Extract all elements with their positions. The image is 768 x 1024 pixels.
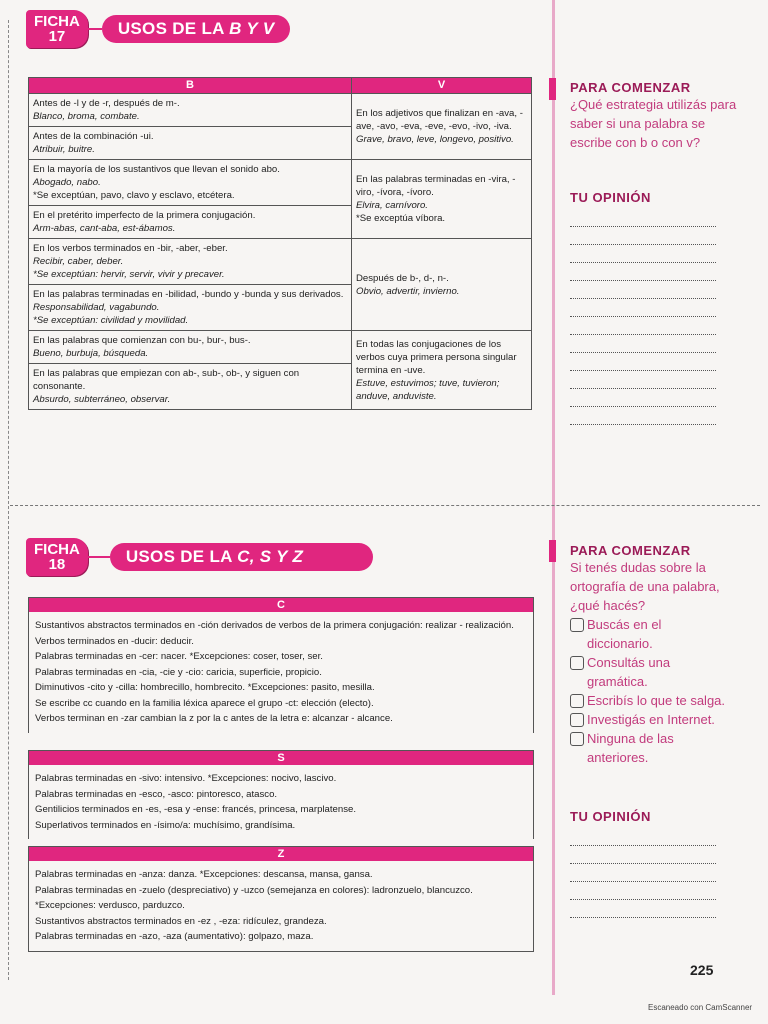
rule-line: Palabras terminadas en -cer: nacer. *Excepciones: coser, toser, ser.: [35, 651, 323, 662]
c-rules-list: [29, 612, 533, 733]
option-label: Escribís lo que te salga.: [587, 693, 726, 708]
tu-opinion-heading: TU OPINIÓN: [570, 809, 651, 824]
answer-option[interactable]: [570, 691, 730, 710]
c-rules-box: [28, 597, 534, 733]
answer-option[interactable]: [570, 615, 730, 653]
answer-options: [570, 615, 730, 767]
rule-line: Gentilicios terminados en -es, -esa y -ense: francés, princesa, marplatense.: [35, 804, 357, 815]
checkbox-icon[interactable]: [570, 618, 584, 632]
b-rule-cell: En la mayoría de los sustantivos que llevan el sonido abo. Abogado, nabo. *Se exceptúan, pavo, clavo y esclavo, etcétera.: [29, 160, 352, 206]
v-rule-cell: Después de b-, d-, n-. Obvio, advertir, invierno.: [352, 239, 532, 331]
cut-line-middle: [10, 505, 760, 506]
v-rule-cell: En los adjetivos que finalizan en -ava, -ave, -avo, -eva, -eve, -evo, -ivo, -iva. Grave, bravo, leve, longevo, positivo.: [352, 94, 532, 160]
b-rule-cell: En las palabras que comienzan con bu-, bur-, bus-. Bueno, burbuja, búsqueda.: [29, 331, 352, 364]
b-rule-cell: En los verbos terminados en -bir, -aber, -eber. Recibir, caber, deber. *Se exceptúan: hervir, servir, vivir y precaver.: [29, 239, 352, 285]
question-text: Si tenés dudas sobre la ortografía de una palabra, ¿qué hacés?: [570, 560, 720, 613]
rule-line: Palabras terminadas en -anza: danza. *Excepciones: descansa, mansa, gansa.: [35, 869, 373, 880]
side-panel-2: [570, 543, 730, 918]
c-heading: C: [29, 598, 533, 612]
rule-line: Sustantivos abstractos terminados en -ez , -eza: ridículez, grandeza.: [35, 915, 327, 927]
rule-line: Palabras terminadas en -zuelo (despreciativo) y -uzco (semejanza en colores): ladronzuelo, blancuzco.: [35, 884, 473, 896]
ficha-18-badge: FICHA 18: [26, 538, 88, 576]
side-panel-1: [570, 80, 740, 425]
column-header-b: B: [29, 78, 352, 94]
checkbox-icon[interactable]: [570, 656, 584, 670]
b-v-rules-table: [28, 77, 532, 410]
ficha-18-header: [26, 538, 373, 576]
option-label: Buscás en el diccionario.: [587, 617, 662, 651]
ficha-connector: [88, 28, 102, 30]
section-marker: [549, 78, 556, 100]
rule-line: Verbos terminados en -ducir: deducir.: [35, 635, 194, 647]
rule-line: Palabras terminadas en -cia, -cie y -cio: caricia, superficie, propicio.: [35, 666, 322, 678]
b-rule-cell: En el pretérito imperfecto de la primera conjugación. Arm-abas, cant-aba, est-ábamos.: [29, 206, 352, 239]
scanner-watermark: Escaneado con CamScanner: [648, 1003, 753, 1012]
checkbox-icon[interactable]: [570, 694, 584, 708]
v-rule-cell: En las palabras terminadas en -vira, -viro, -ívora, -ívoro. Elvira, carnívoro. *Se exceptúa víbora.: [352, 160, 532, 239]
column-header-v: V: [352, 78, 532, 94]
option-label: Investigás en Internet.: [587, 712, 715, 727]
answer-option[interactable]: [570, 710, 730, 729]
option-label: Consultás una gramática.: [587, 655, 671, 689]
question-text: ¿Qué estrategia utilizás para saber si una palabra se escribe con b o con v?: [570, 97, 737, 150]
para-comenzar-heading: PARA COMENZAR: [570, 543, 691, 558]
tu-opinion-heading: TU OPINIÓN: [570, 190, 651, 205]
answer-option[interactable]: [570, 653, 730, 691]
rule-line: *Excepciones: verdusco, parduzco.: [35, 900, 185, 911]
option-label: Ninguna de las anteriores.: [587, 731, 674, 765]
rule-line: Diminutivos -cito y -cilla: hombrecillo, hombrecito. *Excepciones: pasito, mesilla.: [35, 682, 375, 693]
b-rule-cell: En las palabras que empiezan con ab-, sub-, ob-, y siguen con consonante. Absurdo, subterráneo, observar.: [29, 364, 352, 410]
rule-line: Palabras terminadas en -azo, -aza (aumentativo): golpazo, maza.: [35, 931, 314, 942]
s-heading: S: [29, 751, 533, 765]
b-rule-cell: En las palabras terminadas en -bilidad, -bundo y -bunda y sus derivados. Responsabilidad, vagabundo. *Se exceptúan: civilidad y movilidad.: [29, 285, 352, 331]
z-heading: Z: [29, 847, 533, 861]
cut-line-left: [8, 20, 9, 980]
page-number: 225: [690, 962, 714, 978]
opinion-lines[interactable]: [570, 209, 740, 425]
section-marker: [549, 540, 556, 562]
ficha-17-header: [26, 10, 290, 48]
checkbox-icon[interactable]: [570, 732, 584, 746]
rule-line: Sustantivos abstractos terminados en -ción derivados de verbos de la primera conjugación: realizar - realización.: [35, 620, 514, 631]
ficha-17-title: USOS DE LA B Y V: [102, 15, 291, 43]
s-rules-list: [29, 765, 533, 839]
ficha-18-title: USOS DE LA C, S Y Z: [110, 543, 373, 571]
b-rule-cell: Antes de -l y de -r, después de m-. Blanco, broma, combate.: [29, 94, 352, 127]
para-comenzar-heading: PARA COMENZAR: [570, 80, 691, 95]
s-rules-box: [28, 750, 534, 839]
opinion-lines[interactable]: [570, 828, 730, 918]
answer-option[interactable]: [570, 729, 730, 767]
rule-line: Palabras terminadas en -sivo: intensivo. *Excepciones: nocivo, lascivo.: [35, 773, 337, 784]
rule-line: Palabras terminadas en -esco, -asco: pintoresco, atasco.: [35, 788, 278, 800]
rule-line: Se escribe cc cuando en la familia léxica aparece el grupo -ct: elección (electo).: [35, 697, 374, 709]
v-rule-cell: En todas las conjugaciones de los verbos cuya primera persona singular termina en -uve. Estuve, estuvimos; tuve, tuvieron; anduve, anduviste.: [352, 331, 532, 410]
b-rule-cell: Antes de la combinación -ui. Atribuir, buitre.: [29, 127, 352, 160]
rule-line: Superlativos terminados en -ísimo/a: muchísimo, grandísima.: [35, 819, 296, 831]
ficha-connector: [88, 556, 110, 558]
column-divider: [552, 0, 555, 995]
z-rules-box: [28, 846, 534, 952]
ficha-17-badge: FICHA 17: [26, 10, 88, 48]
z-rules-list: [29, 861, 533, 951]
rule-line: Verbos terminan en -zar cambian la z por la c antes de la letra e: alcanzar - alcance.: [35, 713, 393, 724]
checkbox-icon[interactable]: [570, 713, 584, 727]
